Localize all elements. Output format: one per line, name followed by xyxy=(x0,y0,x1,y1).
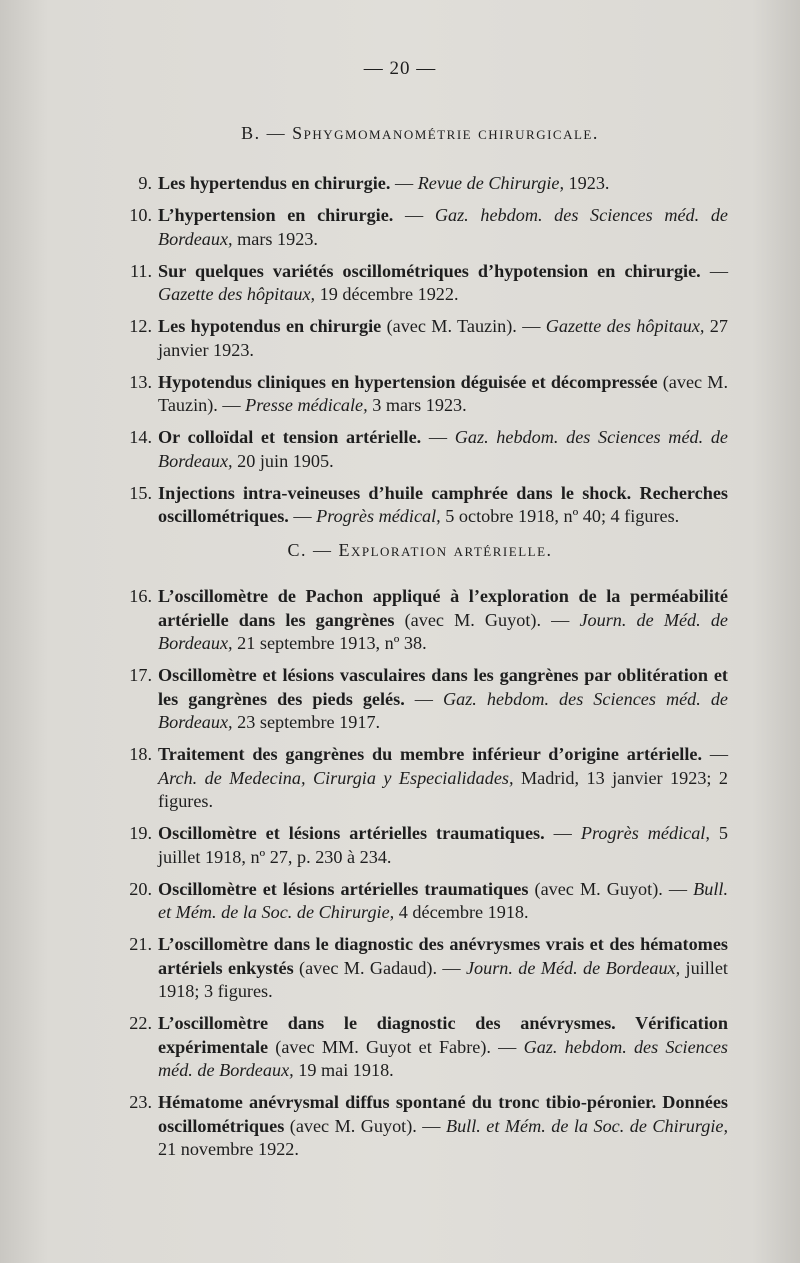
entry-journal: Gaz. hebdom. des Sciences méd. de Bordeaux, xyxy=(158,688,728,732)
entry-journal: Gazette des hôpitaux, xyxy=(158,284,316,304)
entry-number: 10. xyxy=(129,205,152,225)
entry-text xyxy=(158,204,728,251)
entry-journal: Journ. de Méd. de Bordeaux, xyxy=(465,957,681,978)
bibliography-entry xyxy=(0,482,800,529)
entry-authors: — xyxy=(288,506,317,526)
entry-date: 20 juin 1905. xyxy=(232,450,334,471)
entry-authors: (avec M. Guyot). — xyxy=(394,609,580,630)
entry-number: 17. xyxy=(129,665,152,685)
entry-date: 23 septembre 1917. xyxy=(232,712,381,732)
entry-title: L’oscillomètre de Pachon appliqué à l’exploration de la perméabilité artérielle dans les gangrènes xyxy=(158,586,728,630)
entry-number: 21. xyxy=(129,934,152,954)
bibliography-entry xyxy=(0,933,800,1004)
section-title: Sphygmomanométrie chirurgicale. xyxy=(292,123,599,143)
entry-authors: — xyxy=(393,205,435,225)
entry-authors: — xyxy=(404,688,443,709)
page-number: — 20 — xyxy=(363,58,437,79)
entry-journal: Gazette des hôpitaux, xyxy=(545,316,705,336)
entry-title: Sur quelques variétés oscillométriques d’hypotension en chirurgie. xyxy=(158,260,701,281)
entry-authors: — xyxy=(702,744,728,764)
entry-title: L’oscillomètre dans le diagnostic des anévrysmes vrais et des hématomes artériels enkystés xyxy=(158,934,728,978)
entry-number: 16. xyxy=(129,586,152,606)
entry-title: Les hypotendus en chirurgie xyxy=(158,316,382,336)
entry-text xyxy=(158,172,728,196)
entry-authors: — xyxy=(700,260,729,281)
entry-title: L’oscillomètre dans le diagnostic des anévrysmes. Vérification expérimentale xyxy=(158,1013,728,1057)
entry-text xyxy=(158,664,728,735)
entry-number: 15. xyxy=(129,482,152,503)
entry-date: 1923. xyxy=(564,173,610,193)
entry-authors: (avec M. Tauzin). — xyxy=(158,371,728,415)
section-title: Exploration artérielle. xyxy=(338,540,553,560)
entry-authors: — xyxy=(421,427,455,447)
bibliography-entry xyxy=(0,1091,800,1162)
entry-title: Oscillomètre et lésions artérielles traumatiques. xyxy=(158,823,545,843)
entry-journal: Arch. de Medecina, Cirurgia y Especialidades, xyxy=(158,767,514,788)
bibliography-entry xyxy=(0,172,800,196)
entry-number: 19. xyxy=(129,823,152,843)
entry-title: Oscillomètre et lésions vasculaires dans les gangrènes par oblitération et les gangrènes des pieds gelés. xyxy=(158,665,728,709)
entry-text xyxy=(158,878,728,925)
entry-date: 5 octobre 1918, nº 40; 4 figures. xyxy=(440,506,680,526)
entry-number: 22. xyxy=(129,1013,152,1033)
entry-authors: — xyxy=(544,823,581,843)
entry-title: Hématome anévrysmal diffus spontané du tronc tibio-péronier. Données oscillométriques xyxy=(158,1092,728,1136)
entry-number: 20. xyxy=(129,878,152,899)
entry-journal: Presse médicale, xyxy=(245,395,368,415)
section-heading-b xyxy=(20,123,800,144)
entry-title: Les hypertendus en chirurgie. xyxy=(158,173,391,193)
bibliography-entry xyxy=(0,315,800,362)
entry-authors: (avec M. Gadaud). — xyxy=(293,957,466,978)
entry-text xyxy=(158,371,728,418)
entry-authors: — xyxy=(390,173,418,193)
entry-date: 3 mars 1923. xyxy=(367,395,467,415)
entry-date: 4 décembre 1918. xyxy=(394,902,529,922)
entry-journal: Revue de Chirurgie, xyxy=(417,173,564,193)
bibliography-entry xyxy=(0,426,800,473)
bibliography-entry xyxy=(0,1012,800,1083)
section-letter: C. — xyxy=(287,540,333,560)
entry-date: 21 septembre 1913, nº 38. xyxy=(232,633,427,653)
entry-authors: (avec M. Guyot). — xyxy=(528,878,694,899)
entry-title: Injections intra-veineuses d’huile camphrée dans le shock. Recherches oscillométriques. xyxy=(158,482,728,526)
section-heading-c xyxy=(20,540,800,561)
entry-text xyxy=(158,482,728,529)
entry-journal: Progrès médical, xyxy=(316,506,441,526)
entry-date: Madrid, 13 janvier 1923; 2 figures. xyxy=(158,767,729,811)
entry-date: juillet 1918; 3 figures. xyxy=(158,957,728,1001)
entry-date: 27 janvier 1923. xyxy=(158,316,728,360)
entry-authors: (avec M. Guyot). — xyxy=(284,1115,446,1136)
entry-date: 21 novembre 1922. xyxy=(158,1139,299,1159)
entry-text xyxy=(158,1012,728,1083)
entry-text xyxy=(158,743,728,814)
entry-authors: (avec MM. Guyot et Fabre). — xyxy=(268,1036,524,1057)
bibliography-entry xyxy=(0,260,800,307)
bibliography-entry xyxy=(0,664,800,735)
entry-journal: Progrès médical, xyxy=(580,823,710,843)
bibliography-entry xyxy=(0,822,800,869)
entry-text xyxy=(158,426,728,473)
bibliography-entry xyxy=(0,878,800,925)
entry-journal: Gaz. hebdom. des Sciences méd. de Bordeaux, xyxy=(158,1036,728,1080)
entry-number: 12. xyxy=(129,316,152,336)
entry-number: 14. xyxy=(129,427,152,447)
entry-text xyxy=(158,315,728,362)
entry-number: 9. xyxy=(138,173,152,193)
entry-date: 5 juillet 1918, nº 27, p. 230 à 234. xyxy=(158,823,728,867)
entry-authors: (avec M. Tauzin). — xyxy=(381,316,546,336)
section-letter: B. — xyxy=(241,123,287,143)
entry-journal: Gaz. hebdom. des Sciences méd. de Bordeaux, xyxy=(158,205,728,249)
entry-number: 23. xyxy=(129,1092,152,1112)
entry-journal: Journ. de Méd. de Bordeaux, xyxy=(158,609,728,653)
bibliography-list-b xyxy=(0,172,800,537)
entry-number: 13. xyxy=(129,371,152,392)
bibliography-list-c xyxy=(0,585,800,1170)
entry-title: L’hypertension en chirurgie. xyxy=(158,205,394,225)
entry-text xyxy=(158,933,728,1004)
entry-date: mars 1923. xyxy=(232,228,318,249)
entry-text xyxy=(158,822,728,869)
entry-text xyxy=(158,585,728,656)
bibliography-entry xyxy=(0,204,800,251)
entry-title: Oscillomètre et lésions artérielles traumatiques xyxy=(158,878,529,899)
bibliography-entry xyxy=(0,743,800,814)
entry-date: 19 décembre 1922. xyxy=(315,284,459,304)
bibliography-entry xyxy=(0,371,800,418)
entry-text xyxy=(158,260,728,307)
entry-journal: Bull. et Mém. de la Soc. de Chirurgie, xyxy=(158,878,728,922)
entry-journal: Bull. et Mém. de la Soc. de Chirurgie, xyxy=(445,1115,728,1136)
entry-title: Traitement des gangrènes du membre inférieur d’origine artérielle. xyxy=(158,744,703,764)
entry-text xyxy=(158,1091,728,1162)
entry-number: 18. xyxy=(129,744,152,764)
entry-date: 19 mai 1918. xyxy=(293,1060,394,1080)
bibliography-entry xyxy=(0,585,800,656)
entry-number: 11. xyxy=(129,260,152,281)
entry-journal: Gaz. hebdom. des Sciences méd. de Bordeaux, xyxy=(158,427,728,471)
entry-title: Or colloïdal et tension artérielle. xyxy=(158,427,422,447)
entry-title: Hypotendus cliniques en hypertension déguisée et décompressée xyxy=(158,371,658,392)
